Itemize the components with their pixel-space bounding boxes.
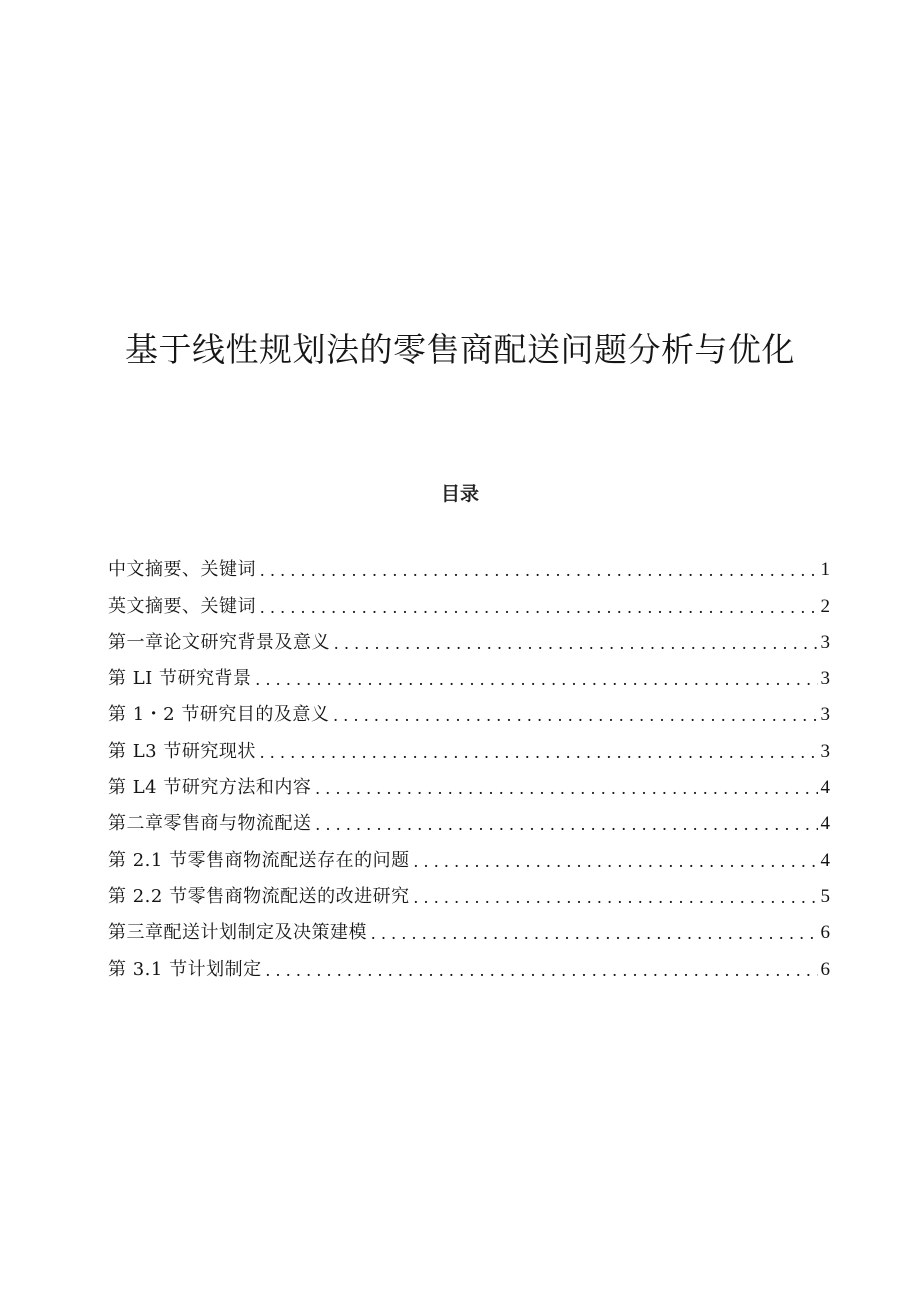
toc-entry-title: 英文摘要、关键词: [108, 595, 256, 617]
toc-page-number: 3: [820, 740, 830, 762]
toc-entry-chapter-2[interactable]: [108, 801, 830, 837]
toc-entry-section-3-1[interactable]: [108, 946, 830, 982]
toc-entry-chapter-1[interactable]: [108, 620, 830, 656]
toc-entry-section-1-1[interactable]: [108, 656, 830, 692]
toc-page-number: 4: [820, 777, 830, 799]
toc-entry-title: 中文摘要、关键词: [108, 559, 256, 581]
toc-page-number: 3: [820, 704, 830, 726]
toc-entry-chinese-abstract[interactable]: [108, 547, 830, 583]
toc-entry-section-1-2[interactable]: [108, 692, 830, 728]
toc-heading: 目录: [440, 483, 479, 505]
toc-entry-chapter-3[interactable]: [108, 910, 830, 946]
dot-leader: [266, 957, 818, 983]
toc-page-number: 6: [820, 922, 830, 944]
dot-leader: [260, 557, 818, 583]
dot-leader: [260, 739, 818, 765]
dot-leader: [371, 920, 818, 946]
toc-page-number: 5: [820, 885, 830, 907]
toc-entry-section-1-4[interactable]: [108, 765, 830, 801]
toc-entry-title: 第三章配送计划制定及决策建模: [108, 922, 367, 944]
toc-entry-title: 第 L4 节研究方法和内容: [108, 777, 312, 799]
dot-leader: [414, 848, 818, 874]
dot-leader: [414, 884, 818, 910]
toc-entry-title: 第 LI 节研究背景: [108, 668, 252, 690]
toc-entry-section-2-2[interactable]: [108, 874, 830, 910]
toc-entry-section-2-1[interactable]: [108, 837, 830, 873]
toc-page-number: 3: [820, 668, 830, 690]
toc-page-number: 3: [820, 631, 830, 653]
toc-page-number: 6: [820, 958, 830, 980]
document-title: 基于线性规划法的零售商配送问题分析与优化: [125, 330, 795, 369]
dot-leader: [334, 630, 818, 656]
toc-page-number: 1: [820, 559, 830, 581]
toc-entry-title: 第 1・2 节研究目的及意义: [108, 704, 330, 726]
toc-page-number: 2: [820, 595, 830, 617]
dot-leader: [333, 702, 817, 728]
toc-entry-title: 第一章论文研究背景及意义: [108, 631, 330, 653]
table-of-contents: [108, 547, 830, 983]
toc-entry-title: 第 L3 节研究现状: [108, 740, 256, 762]
toc-page-number: 4: [820, 849, 830, 871]
toc-entry-title: 第 2.1 节零售商物流配送存在的问题: [108, 849, 410, 871]
toc-entry-title: 第 3.1 节计划制定: [108, 958, 262, 980]
toc-entry-title: 第 2.2 节零售商物流配送的改进研究: [108, 885, 410, 907]
dot-leader: [260, 594, 818, 620]
dot-leader: [316, 811, 818, 837]
toc-page-number: 4: [820, 813, 830, 835]
toc-entry-section-1-3[interactable]: [108, 728, 830, 764]
dot-leader: [315, 775, 817, 801]
toc-entry-english-abstract[interactable]: [108, 583, 830, 619]
toc-entry-title: 第二章零售商与物流配送: [108, 813, 312, 835]
dot-leader: [256, 666, 818, 692]
